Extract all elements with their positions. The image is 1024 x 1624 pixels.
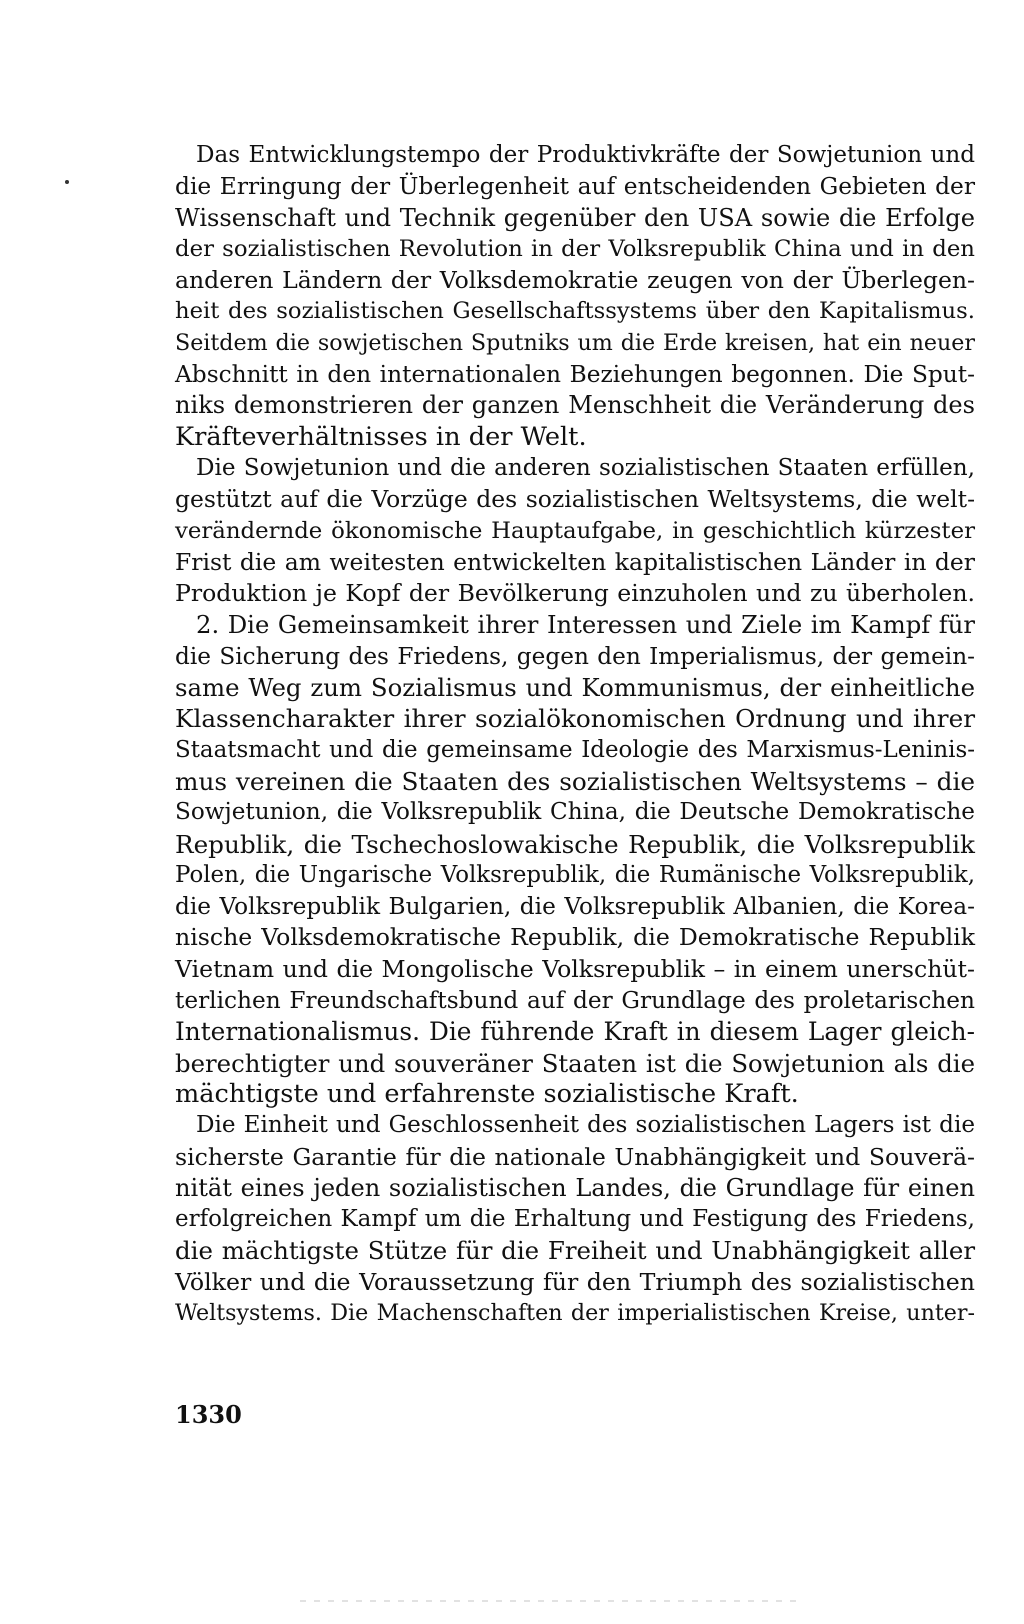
text-line: sicherste Garantie für die nationale Unabhängigkeit und Souverä- <box>175 1142 975 1171</box>
text-line: Republik, die Tschechoslowakische Republik, die Volksrepublik <box>175 829 975 859</box>
text-line: erfolgreichen Kampf um die Erhaltung und Festigung des Friedens, <box>175 1206 975 1233</box>
stray-dot-mark <box>65 180 69 184</box>
text-line: Wissenschaft und Technik gegenüber den USA sowie die Erfolge <box>175 203 975 232</box>
text-line: Produktion je Kopf der Bevölkerung einzuholen und zu überholen. <box>175 579 975 608</box>
text-line: berechtigter und souveräner Staaten ist die Sowjetunion als die <box>175 1048 975 1078</box>
text-line: gestützt auf die Vorzüge des sozialistischen Weltsystems, die welt- <box>175 485 975 514</box>
text-line: heit des sozialistischen Gesellschaftssystems über den Kapitalismus. <box>175 298 975 325</box>
text-line: die mächtigste Stütze für die Freiheit und Unabhängigkeit aller <box>175 1236 975 1266</box>
text-line: nität eines jeden sozialistischen Landes, die Grundlage für einen <box>175 1173 975 1202</box>
text-line: Kräfteverhältnisses in der Welt. <box>175 421 587 452</box>
text-line: mächtigste und erfahrenste sozialistische Kraft. <box>175 1078 799 1109</box>
text-line: Die Einheit und Geschlossenheit des sozialistischen Lagers ist die <box>196 1112 975 1139</box>
text-line: niks demonstrieren der ganzen Menschheit die Veränderung des <box>175 391 975 420</box>
text-line: die Sicherung des Friedens, gegen den Imperialismus, der gemein- <box>175 642 975 670</box>
text-line: Polen, die Ungarische Volksrepublik, die Rumänische Volksrepublik, <box>175 861 975 888</box>
text-line: Internationalismus. Die führende Kraft in diesem Lager gleich- <box>175 1017 975 1047</box>
text-line: Vietnam und die Mongolische Volksrepublik – in einem unerschüt- <box>175 954 975 983</box>
text-line: verändernde ökonomische Hauptaufgabe, in geschichtlich kürzester <box>175 517 975 544</box>
text-line: Abschnitt in den internationalen Beziehungen begonnen. Die Sput- <box>175 361 975 389</box>
text-line: Seitdem die sowjetischen Sputniks um die Erde kreisen, hat ein neuer <box>175 329 975 356</box>
body-text <box>175 140 975 1329</box>
text-line: Weltsystems. Die Machenschaften der imperialistischen Kreise, unter- <box>175 1299 975 1326</box>
text-line: Das Entwicklungstempo der Produktivkräfte der Sowjetunion und <box>196 142 975 168</box>
text-line: same Weg zum Sozialismus und Kommunismus, der einheitliche <box>175 673 975 703</box>
text-line: der sozialistischen Revolution in der Volksrepublik China und in den <box>175 235 975 262</box>
text-line: Frist die am weitesten entwickelten kapitalistischen Länder in der <box>175 547 975 576</box>
text-line: die Erringung der Überlegenheit auf entscheidenden Gebieten der <box>175 172 975 201</box>
text-line: anderen Ländern der Volksdemokratie zeugen von der Überlegen- <box>175 266 975 295</box>
scan-artifact <box>300 1600 800 1602</box>
text-line: Die Sowjetunion und die anderen sozialistischen Staaten erfüllen, <box>196 454 975 481</box>
text-line: Sowjetunion, die Volksrepublik China, die Deutsche Demokratische <box>175 799 975 826</box>
text-line: Völker und die Voraussetzung für den Triumph des sozialistischen <box>175 1267 975 1296</box>
text-line: 2. Die Gemeinsamkeit ihrer Interessen und Ziele im Kampf für <box>196 610 975 640</box>
text-line: nische Volksdemokratische Republik, die Demokratische Republik <box>175 923 975 952</box>
text-line: mus vereinen die Staaten des sozialistischen Weltsystems – die <box>175 766 975 796</box>
text-line: Klassencharakter ihrer sozialökonomischen Ordnung und ihrer <box>175 704 975 734</box>
text-line: die Volksrepublik Bulgarien, die Volksrepublik Albanien, die Korea- <box>175 893 975 921</box>
page-number: 1330 <box>175 1400 242 1429</box>
text-line: terlichen Freundschaftsbund auf der Grundlage des proletarischen <box>175 987 975 1015</box>
text-line: Staatsmacht und die gemeinsame Ideologie des Marxismus-Leninis- <box>175 736 975 763</box>
